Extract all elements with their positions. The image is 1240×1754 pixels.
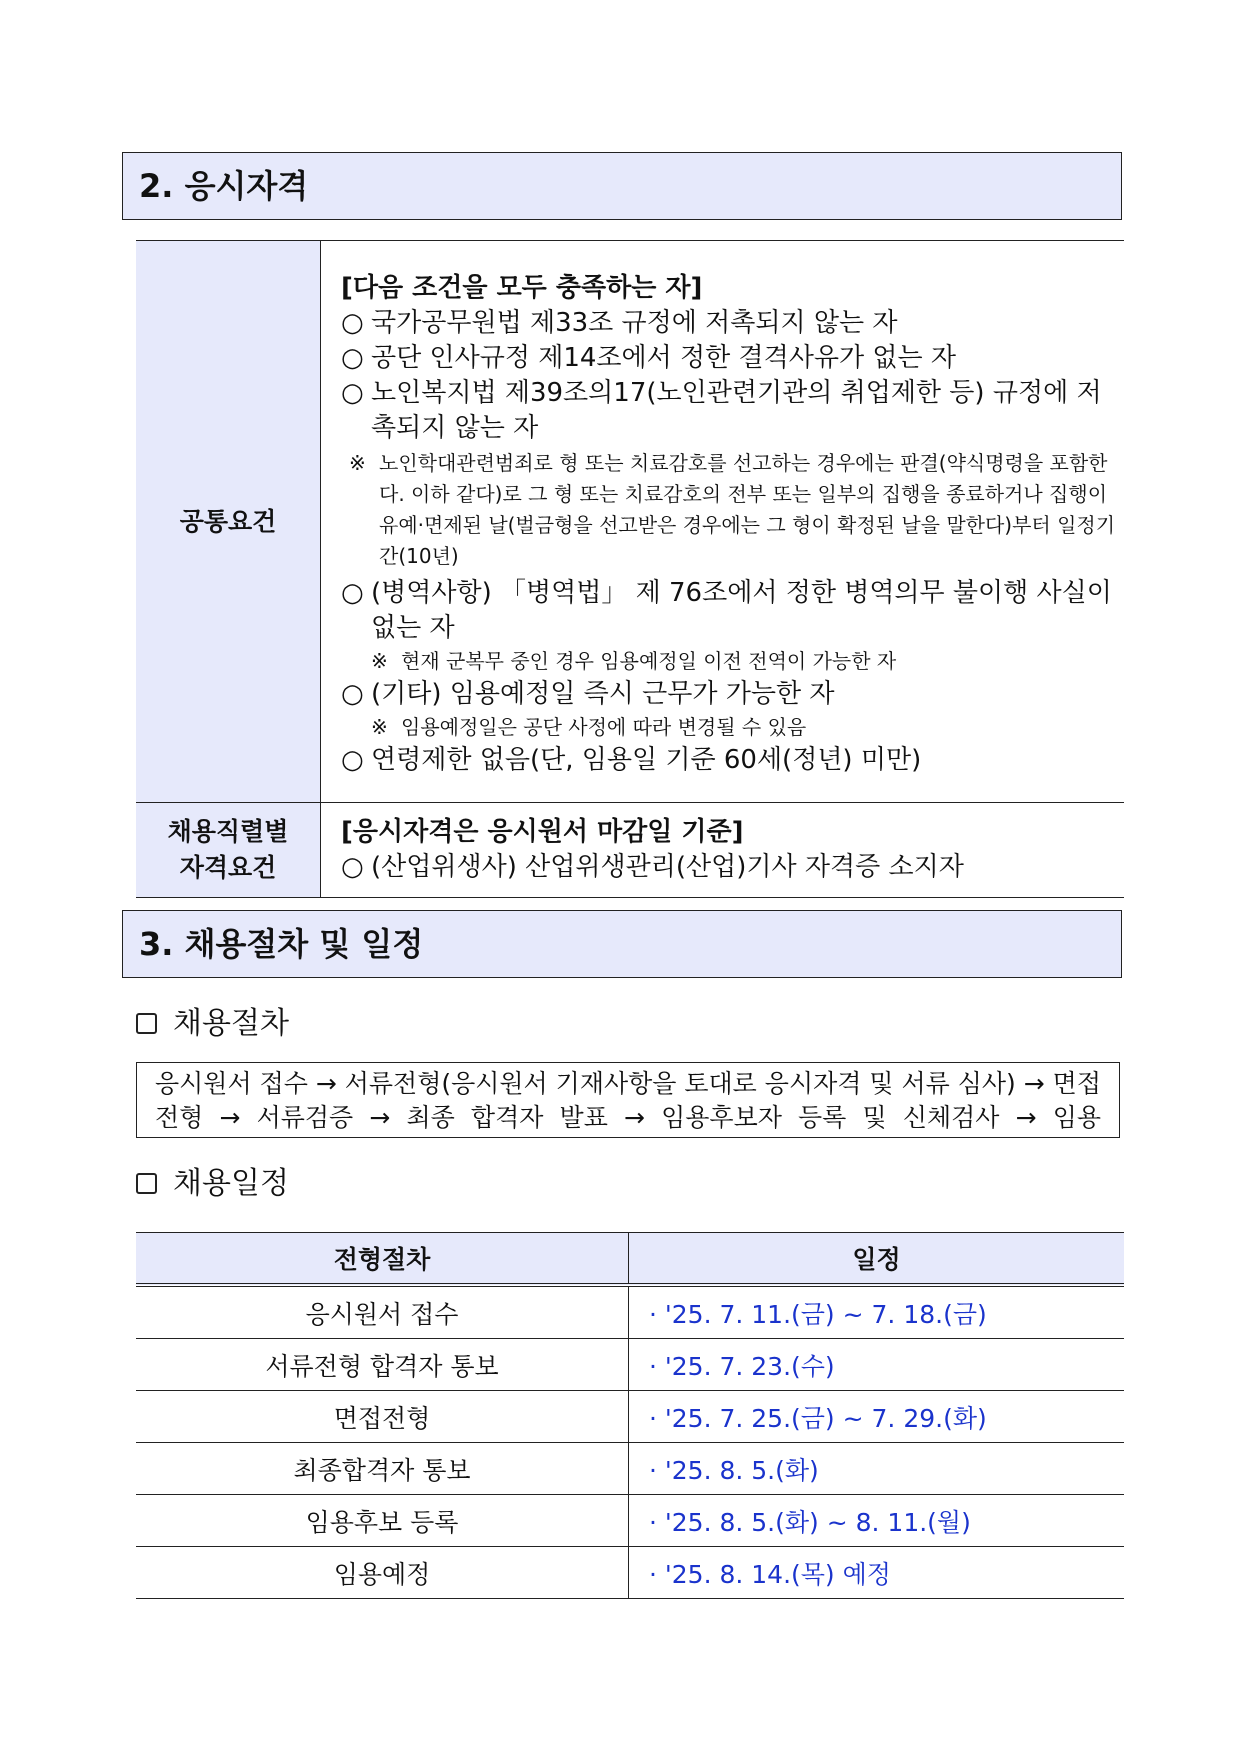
schedule-date: · '25. 8. 14.(목) 예정 <box>629 1547 1125 1599</box>
requirement-item <box>341 376 1123 446</box>
schedule-header-row <box>136 1233 1124 1286</box>
common-requirements-row <box>136 241 1124 803</box>
job-requirements-header: [응시자격은 응시원서 마감일 기준] <box>341 817 744 847</box>
qualification-table <box>136 240 1124 898</box>
section-2-title: 2. 응시자격 <box>122 152 1122 220</box>
table-row <box>136 1339 1124 1391</box>
process-flow-box: 응시원서 접수 → 서류전형(응시원서 기재사항을 토대로 응시자격 및 서류 심사) → 면접전형 → 서류검증 → 최종 합격자 발표 → 임용후보자 등록 및 신체검사 → 임용 <box>136 1062 1120 1138</box>
job-requirements-label-line2: 자격요건 <box>179 853 277 882</box>
table-row <box>136 1443 1124 1495</box>
process-heading-text: 채용절차 <box>173 1006 289 1041</box>
note-text: 노인학대관련범죄로 형 또는 치료감호를 선고하는 경우에는 판결(약식명령을 포함한다. 이하 같다)로 그 형 또는 치료감호의 전부 또는 일부의 집행을 종료하거나 집행이 유예·면제된 날(벌금형을 선고받은 경우에는 그 형이 확정된 날을 말한다)부터 일정기간(10년) <box>379 451 1116 568</box>
schedule-date: · '25. 8. 5.(화) <box>629 1443 1125 1495</box>
reference-mark-icon: ※ <box>349 451 366 475</box>
common-requirements-label: 공통요건 <box>136 241 321 803</box>
schedule-date: · '25. 7. 23.(수) <box>629 1339 1125 1391</box>
requirement-item <box>341 341 1123 376</box>
process-heading <box>136 1004 289 1044</box>
circle-bullet-icon: ○ <box>341 852 364 882</box>
schedule-step: 최종합격자 통보 <box>136 1443 629 1495</box>
schedule-col-step: 전형절차 <box>136 1233 629 1286</box>
requirement-text: 노인복지법 제39조의17(노인관련기관의 취업제한 등) 규정에 저촉되지 않는 자 <box>371 378 1102 443</box>
requirement-text: (병역사항) 「병역법」 제 76조에서 정한 병역의무 불이행 사실이 없는 자 <box>371 578 1112 643</box>
requirement-item <box>341 677 1123 712</box>
table-row <box>136 1391 1124 1443</box>
schedule-step: 면접전형 <box>136 1391 629 1443</box>
requirement-text: 공단 인사규정 제14조에서 정한 결격사유가 없는 자 <box>371 343 956 373</box>
circle-bullet-icon: ○ <box>341 745 364 775</box>
schedule-step: 임용후보 등록 <box>136 1495 629 1547</box>
requirement-item <box>341 743 1123 778</box>
schedule-date: · '25. 7. 25.(금) ~ 7. 29.(화) <box>629 1391 1125 1443</box>
circle-bullet-icon: ○ <box>341 578 364 608</box>
schedule-step: 서류전형 합격자 통보 <box>136 1339 629 1391</box>
job-requirements-row <box>136 803 1124 898</box>
circle-bullet-icon: ○ <box>341 679 364 709</box>
section-3-title: 3. 채용절차 및 일정 <box>122 910 1122 978</box>
job-requirements-label <box>136 803 321 898</box>
requirement-text: 국가공무원법 제33조 규정에 저촉되지 않는 자 <box>371 308 898 338</box>
requirement-text: 연령제한 없음(단, 임용일 기준 60세(정년) 미만) <box>371 745 922 775</box>
requirement-note <box>341 646 1123 677</box>
requirement-item <box>341 306 1123 341</box>
schedule-step: 응시원서 접수 <box>136 1285 629 1339</box>
reference-mark-icon: ※ <box>371 715 388 739</box>
job-requirements-content <box>321 803 1125 898</box>
note-text: 임용예정일은 공단 사정에 따라 변경될 수 있음 <box>401 715 807 739</box>
schedule-table <box>136 1232 1124 1599</box>
schedule-heading-text: 채용일정 <box>173 1166 289 1201</box>
schedule-step: 임용예정 <box>136 1547 629 1599</box>
requirement-note <box>341 712 1123 743</box>
schedule-date: · '25. 7. 11.(금) ~ 7. 18.(금) <box>629 1285 1125 1339</box>
table-row <box>136 1495 1124 1547</box>
circle-bullet-icon: ○ <box>341 378 364 408</box>
requirement-note <box>341 448 1123 572</box>
circle-bullet-icon: ○ <box>341 308 364 338</box>
note-text: 현재 군복무 중인 경우 임용예정일 이전 전역이 가능한 자 <box>401 649 897 673</box>
requirement-text: (산업위생사) 산업위생관리(산업)기사 자격증 소지자 <box>371 852 964 882</box>
table-row <box>136 1547 1124 1599</box>
schedule-col-date: 일정 <box>629 1233 1125 1286</box>
reference-mark-icon: ※ <box>371 649 388 673</box>
checkbox-square-icon <box>136 1173 157 1194</box>
common-requirements-content <box>321 241 1125 803</box>
circle-bullet-icon: ○ <box>341 343 364 373</box>
checkbox-square-icon <box>136 1013 157 1034</box>
schedule-heading <box>136 1164 289 1204</box>
requirement-item <box>341 576 1123 646</box>
job-requirements-label-line1: 채용직렬별 <box>167 817 289 846</box>
schedule-date: · '25. 8. 5.(화) ~ 8. 11.(월) <box>629 1495 1125 1547</box>
requirement-item <box>341 850 1123 885</box>
table-row <box>136 1285 1124 1339</box>
common-requirements-header: [다음 조건을 모두 충족하는 자] <box>341 273 703 303</box>
requirement-text: (기타) 임용예정일 즉시 근무가 가능한 자 <box>371 679 835 709</box>
